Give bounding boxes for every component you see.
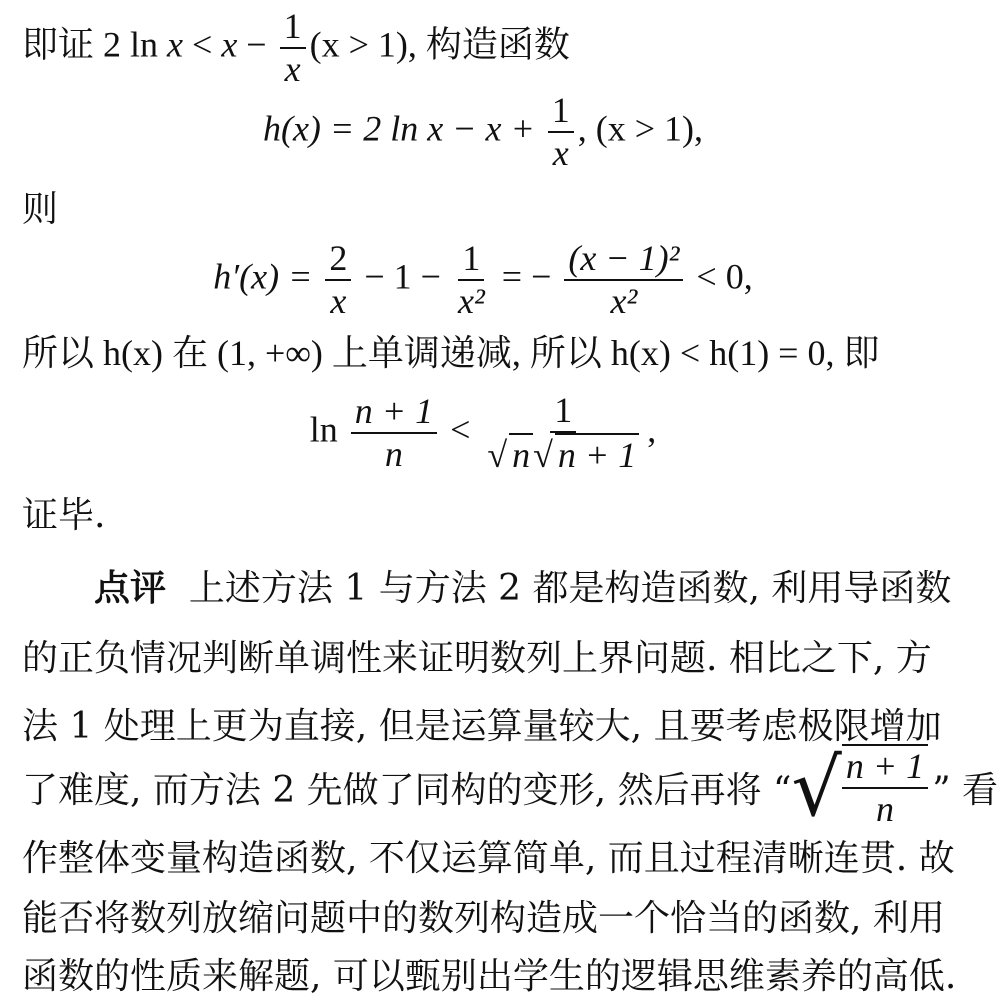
intro-cond: (x > 1), 构造函数	[309, 24, 570, 65]
sqrt-sign-icon: √	[487, 435, 508, 476]
comment-line-5: 作整体变量构造函数, 不仅运算简单, 而且过程清晰连贯. 故	[22, 838, 955, 879]
eq-hp-frac3	[564, 238, 683, 323]
eq-ln-f1-num: n + 1	[351, 391, 437, 434]
eq-h-num: 1	[548, 90, 574, 133]
eq-hp-rhs: < 0,	[687, 256, 753, 297]
comment-line-6: 能否将数列放缩问题中的数列构造成一个恰当的函数, 利用	[22, 898, 945, 939]
intro-x1: x	[167, 24, 183, 65]
eq-h-rhs: , (x > 1),	[577, 108, 704, 149]
eq-hp-lhs: h′(x) =	[213, 256, 322, 297]
intro-minus: −	[237, 24, 276, 65]
eq-ln-f2-den	[483, 433, 643, 476]
qed: 证毕.	[22, 495, 106, 536]
intro-line	[22, 6, 570, 91]
comment-text-4a: 了难度, 而方法 2 先做了同构的变形, 然后再将 “	[22, 769, 792, 811]
eq-hp-f1-num: 2	[325, 238, 351, 281]
eq-hp-f2-den: x²	[457, 281, 485, 322]
eq-hp-f3-num: (x − 1)²	[564, 238, 683, 281]
eq-hp-mid: − 1 −	[355, 256, 450, 297]
comment-text-4b: ” 看	[932, 769, 998, 811]
eq-hp-frac1	[325, 238, 351, 323]
eq-h-lhs: h(x) = 2 ln x − x +	[262, 108, 544, 149]
so-line: 所以 h(x) 在 (1, +∞) 上单调递减, 所以 h(x) < h(1) = 0, 即	[22, 333, 880, 373]
comment-frac-num: n + 1	[842, 746, 928, 789]
equation-hprime	[0, 238, 966, 323]
intro-prefix: 即证 2 ln	[22, 24, 168, 65]
eq-ln-frac2	[483, 390, 643, 477]
eq-ln-f2-num: 1	[550, 390, 576, 433]
equation-ln	[0, 390, 966, 477]
eq-ln-lhs: ln	[309, 409, 347, 450]
comment-line-2: 的正负情况判断单调性来证明数列上界问题. 相比之下, 方	[22, 638, 932, 679]
eq-hp-f3-den: x²	[610, 281, 638, 322]
eq-ln-lt: <	[441, 409, 480, 450]
intro-x2: x	[221, 24, 238, 65]
eq-h-fraction	[548, 90, 574, 175]
comment-frac-den: n	[876, 789, 895, 830]
eq-ln-frac1	[351, 391, 437, 476]
sqrt-sign-icon: √	[533, 435, 553, 476]
intro-frac-num: 1	[280, 6, 306, 49]
comment-sqrt-fraction	[842, 744, 928, 831]
intro-frac-den: x	[284, 49, 301, 90]
comment-text-1: 上述方法 1 与方法 2 都是构造函数, 利用导函数	[188, 568, 952, 609]
eq-ln-sqrt-b: n + 1	[555, 433, 639, 476]
intro-lt: <	[183, 24, 222, 65]
eq-hp-f2-num: 1	[458, 238, 484, 281]
comment-line-3: 法 1 处理上更为直接, 但是运算量较大, 且要考虑极限增加	[22, 706, 942, 747]
eq-hp-f1-den: x	[330, 281, 347, 322]
eq-ln-f1-den: n	[384, 434, 403, 475]
comment-label: 点评	[94, 567, 167, 609]
then-word: 则	[22, 189, 59, 230]
comment-line-1	[94, 560, 951, 611]
intro-fraction	[280, 6, 306, 91]
comment-line-7: 函数的性质来解题, 可以甄别出学生的逻辑思维素养的高低.	[22, 956, 957, 997]
eq-h-den: x	[552, 133, 569, 174]
eq-ln-sqrt-a: n	[509, 433, 533, 476]
sqrt-sign-icon: √	[791, 740, 842, 834]
eq-hp-eq: = −	[492, 256, 561, 297]
eq-hp-frac2	[454, 238, 489, 323]
equation-h	[0, 90, 966, 175]
eq-ln-rhs: ,	[647, 409, 657, 450]
comment-line-4	[22, 740, 998, 834]
